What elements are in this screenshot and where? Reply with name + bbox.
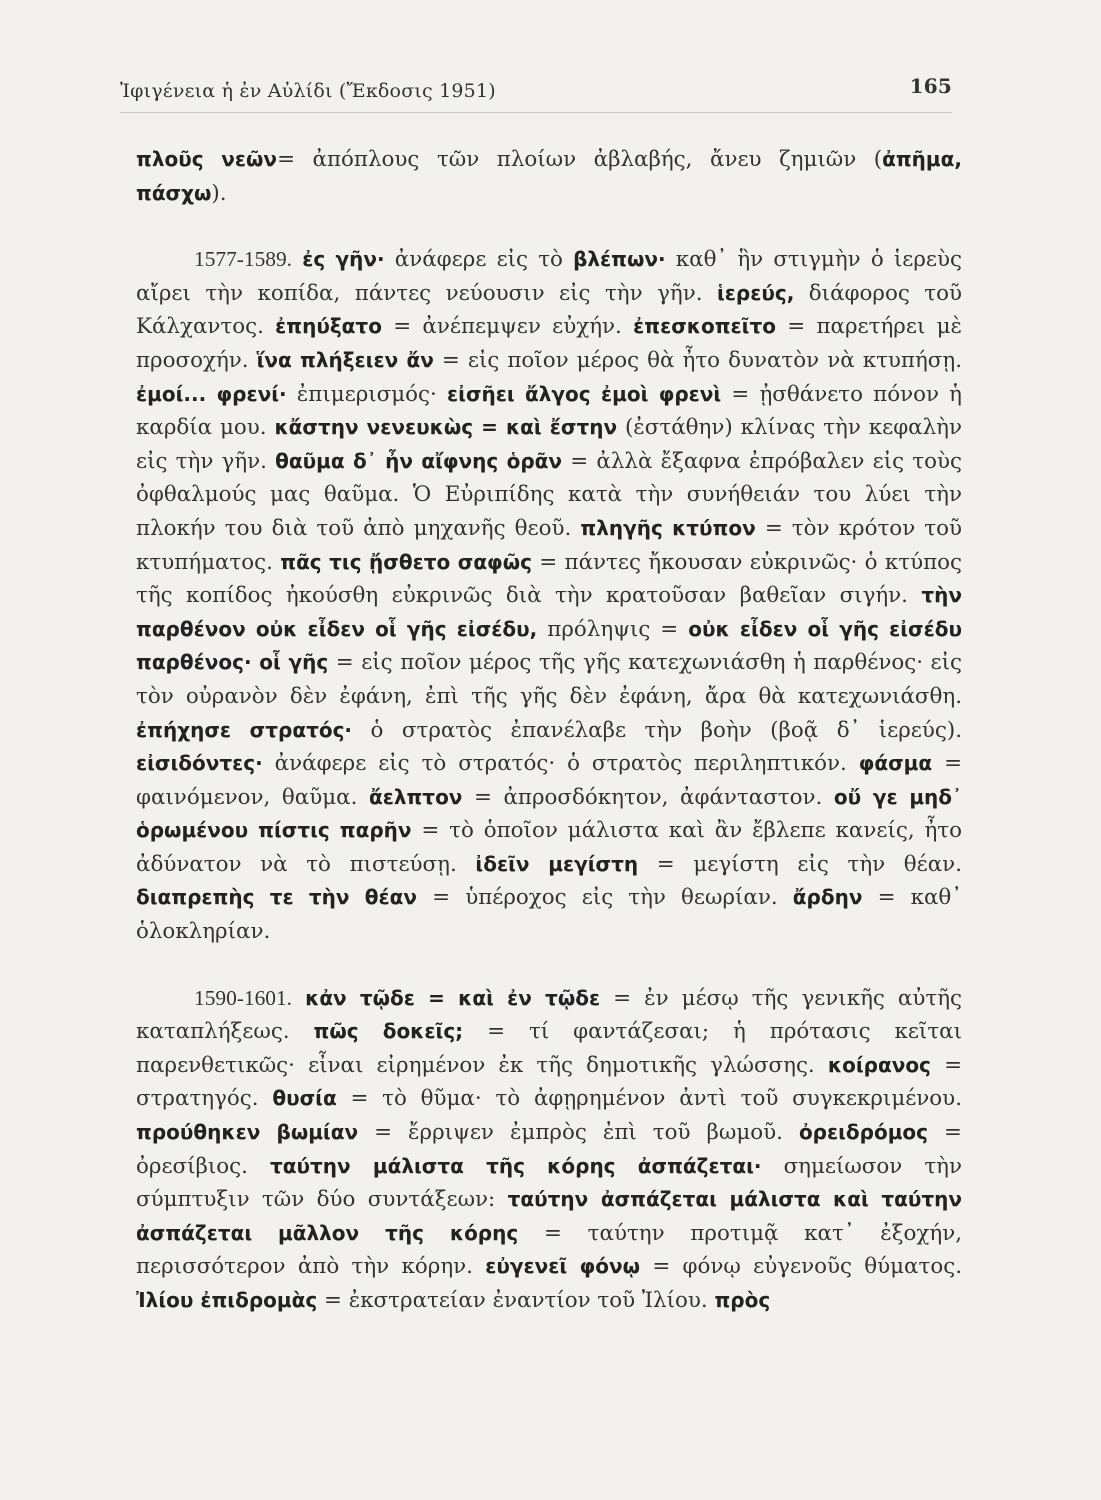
lemma: πλοῦς νεῶν [136,147,278,171]
gloss-text [292,247,302,272]
gloss-text: (ἐστάθην) κλίνας τὴν κεφαλὴν εἰς τὴν γῆν. [136,415,962,474]
paragraph-1 [136,143,962,210]
gloss-text: = εἰς ποῖον μέρος τῆς γῆς κατεχωνιάσθη ἡ παρθένος· εἰς τὸν οὐρανὸν δὲν ἐφάνη, ἐπὶ τῆς γῆς δὲν ἐφάνη, ἄρα θὰ κατεχωνιάσθη. [136,650,962,709]
lemma: ἐπηύξατο [275,314,382,339]
gloss-text: διάφορος τοῦ Κάλχαντος. [136,280,962,340]
gloss-text [292,986,305,1011]
gloss-text: = πάντες ἤκουσαν εὐκρινῶς· ὁ κτύπος τῆς κοπίδος ἠκούσθη εὐκρινῶς διὰ τὴν κρατοῦσαν βαθεῖαν σιγήν. [136,549,963,609]
gloss-text: ἀνάφερε εἰς τὸ στρατός· ὁ στρατὸς περιληπτικόν. [262,751,859,777]
paragraph-1577-1589 [136,243,962,948]
gloss-text: = ἀλλὰ ἔξαφνα ἐπρόβαλεν εἰς τοὺς ὀφθαλμούς μας θαῦμα. Ὁ Εὐριπίδης κατὰ τὴν συνήθειάν του λύει τὴν πλοκήν του διὰ τοῦ ἀπὸ μηχανῆς θεοῦ. [136,448,962,541]
lemma: ἵνα πλήξειεν ἄν [256,347,434,372]
lemma: ἄελπτον [368,784,463,809]
lemma: προύθηκεν βωμίαν [136,1120,359,1145]
gloss-text: = φόνῳ εὐγενοῦς θύματος. [640,1254,962,1280]
gloss-text: = τὸν κρότον τοῦ κτυπήματος. [136,515,962,575]
lemma: κἀν τῷδε = καὶ ἐν τῷδε [305,985,601,1010]
gloss-text: ). [211,180,227,206]
gloss-text: = τὸ ὁποῖον μάλιστα καὶ ἂν ἔβλεπε κανείς, ἦτο ἀδύνατον νὰ τὸ πιστεύσῃ. [136,818,962,877]
lemma: ἀπῆμα, πάσχω [136,147,962,205]
gloss-text: = ἀπροσδόκητον, ἀφάνταστον. [462,784,834,810]
gloss-text: = ἀπόπλους τῶν πλοίων ἀβλαβής, ἄνευ ζημιῶν ( [277,147,883,172]
gloss-text: = ἐκστρατείαν ἐναντίον τοῦ Ἰλίου. [317,1288,715,1313]
lemma: οὔ γε μηδ᾿ ὁρωμένου πίστις παρῆν [136,784,963,843]
gloss-text: = ἔρριψεν ἐμπρὸς ἐπὶ τοῦ βωμοῦ. [358,1120,799,1146]
gloss-text: = φαινόμενον, θαῦμα. [136,751,962,810]
gloss-text: = στρατηγός. [136,1052,962,1112]
lemma: οὐκ εἶδεν οἷ γῆς εἰσέδυ παρθένος· οἷ γῆς [136,616,962,675]
lemma: θυσία [272,1086,337,1111]
lemma: ἐς γῆν· [302,247,385,272]
gloss-text: = ἐν μέσῳ τῆς γενικῆς αὐτῆς καταπλήξεως. [136,985,962,1045]
lemma: ἐμοί... φρενί· [136,381,287,406]
lemma: ἄρδην [792,885,863,910]
lemma: ὀρειδρόμος [798,1120,929,1145]
gloss-text: = εἰς ποῖον μέρος θὰ ἦτο δυνατὸν νὰ κτυπήσῃ. [433,347,962,373]
gloss-text: = τί φαντάζεσαι; ἡ πρότασις κεῖται παρενθετικῶς· εἶναι εἰρημένον ἐκ τῆς δημοτικῆς γλώσσης. [136,1019,962,1078]
verse-range: 1577-1589. [194,247,293,272]
lemma: θαῦμα δ᾿ ἦν αἴφνης ὁρᾶν [275,448,563,473]
page-number: 165 [909,74,952,98]
gloss-text: = ὑπέροχος εἰς τὴν θεωρίαν. [417,885,793,911]
lemma: ταύτην μάλιστα τῆς κόρης ἀσπάζεται· [270,1153,762,1178]
lemma: φάσμα [858,751,933,776]
lemma: τὴν παρθένον οὐκ εἶδεν οἷ γῆς εἰσέδυ, [136,583,962,641]
gloss-text: = ταύτην προτιμᾷ κατ᾿ ἐξοχήν, περισσότερον ἀπὸ τὴν κόρην. [136,1220,962,1280]
lemma: ἱερεύς, [716,280,795,305]
gloss-text: σημείωσον τὴν σύμπτυξιν τῶν δύο συντάξεων: [136,1153,962,1213]
gloss-text: = παρετήρει μὲ προσοχήν. [136,314,962,373]
lemma: πῶς δοκεῖς; [313,1019,464,1044]
lemma: πᾶς τις ᾔσθετο σαφῶς [280,549,532,574]
lemma: εἰσιδόντες· [136,751,263,776]
lemma: εἰσῆει ἄλγος ἐμοὶ φρενὶ [447,381,722,406]
gloss-text: = μεγίστη εἰς τὴν θέαν. [638,851,962,877]
gloss-text: = ὀρεσίβιος. [136,1120,962,1179]
header-rule [120,112,952,113]
lemma: ταύτην ἀσπάζεται μάλιστα καὶ ταύτην ἀσπάζεται μᾶλλον τῆς κόρης [136,1187,962,1245]
running-title: Ἰφιγένεια ἡ ἐν Αὐλίδι (Ἔκδοσις 1951) [120,80,496,102]
lemma: ἰδεῖν μεγίστη [475,851,639,876]
gloss-text: = ἀνέπεμψεν εὐχήν. [381,314,634,340]
gloss-text: ἀνάφερε εἰς τὸ [384,247,574,273]
verse-range: 1590-1601. [194,985,293,1010]
gloss-text: = ᾐσθάνετο πόνον ἡ καρδία μου. [136,381,962,441]
lemma: ἐπήχησε στρατός· [136,717,353,742]
gloss-text: καθ᾿ ἣν στιγμὴν ὁ ἱερεὺς αἴρει τὴν κοπίδα, πάντες νεύουσιν εἰς τὴν γῆν. [136,247,962,306]
running-header [120,74,952,102]
lemma: διαπρεπὴς τε τὴν θέαν [136,885,418,910]
lemma: πρὸς [714,1288,771,1312]
gloss-text: ὁ στρατὸς ἐπανέλαβε τὴν βοὴν (βοᾷ δ᾿ ἱερεύς). [352,717,962,743]
lemma: κοίρανος [827,1052,931,1077]
commentary-text [136,143,962,1318]
paragraph-1590-1601 [136,982,962,1318]
gloss-text: = τὸ θῦμα· τὸ ἀφῃρημένον ἀντὶ τοῦ συγκεκριμένου. [336,1086,962,1112]
gloss-text: πρόληψις = [537,616,689,642]
gloss-text: = καθ᾿ ὁλοκληρίαν. [136,885,962,945]
lemma: ἐπεσκοπεῖτο [633,314,776,339]
lemma: εὐγενεῖ φόνῳ [485,1254,641,1279]
lemma: πληγῆς κτύπον [580,515,756,540]
lemma: βλέπων· [573,247,666,272]
gloss-text: ἐπιμερισμός· [286,381,448,407]
lemma: Ἰλίου ἐπιδρομὰς [136,1288,318,1312]
lemma: κἄστην νενευκὼς = καὶ ἔστην [274,415,618,440]
